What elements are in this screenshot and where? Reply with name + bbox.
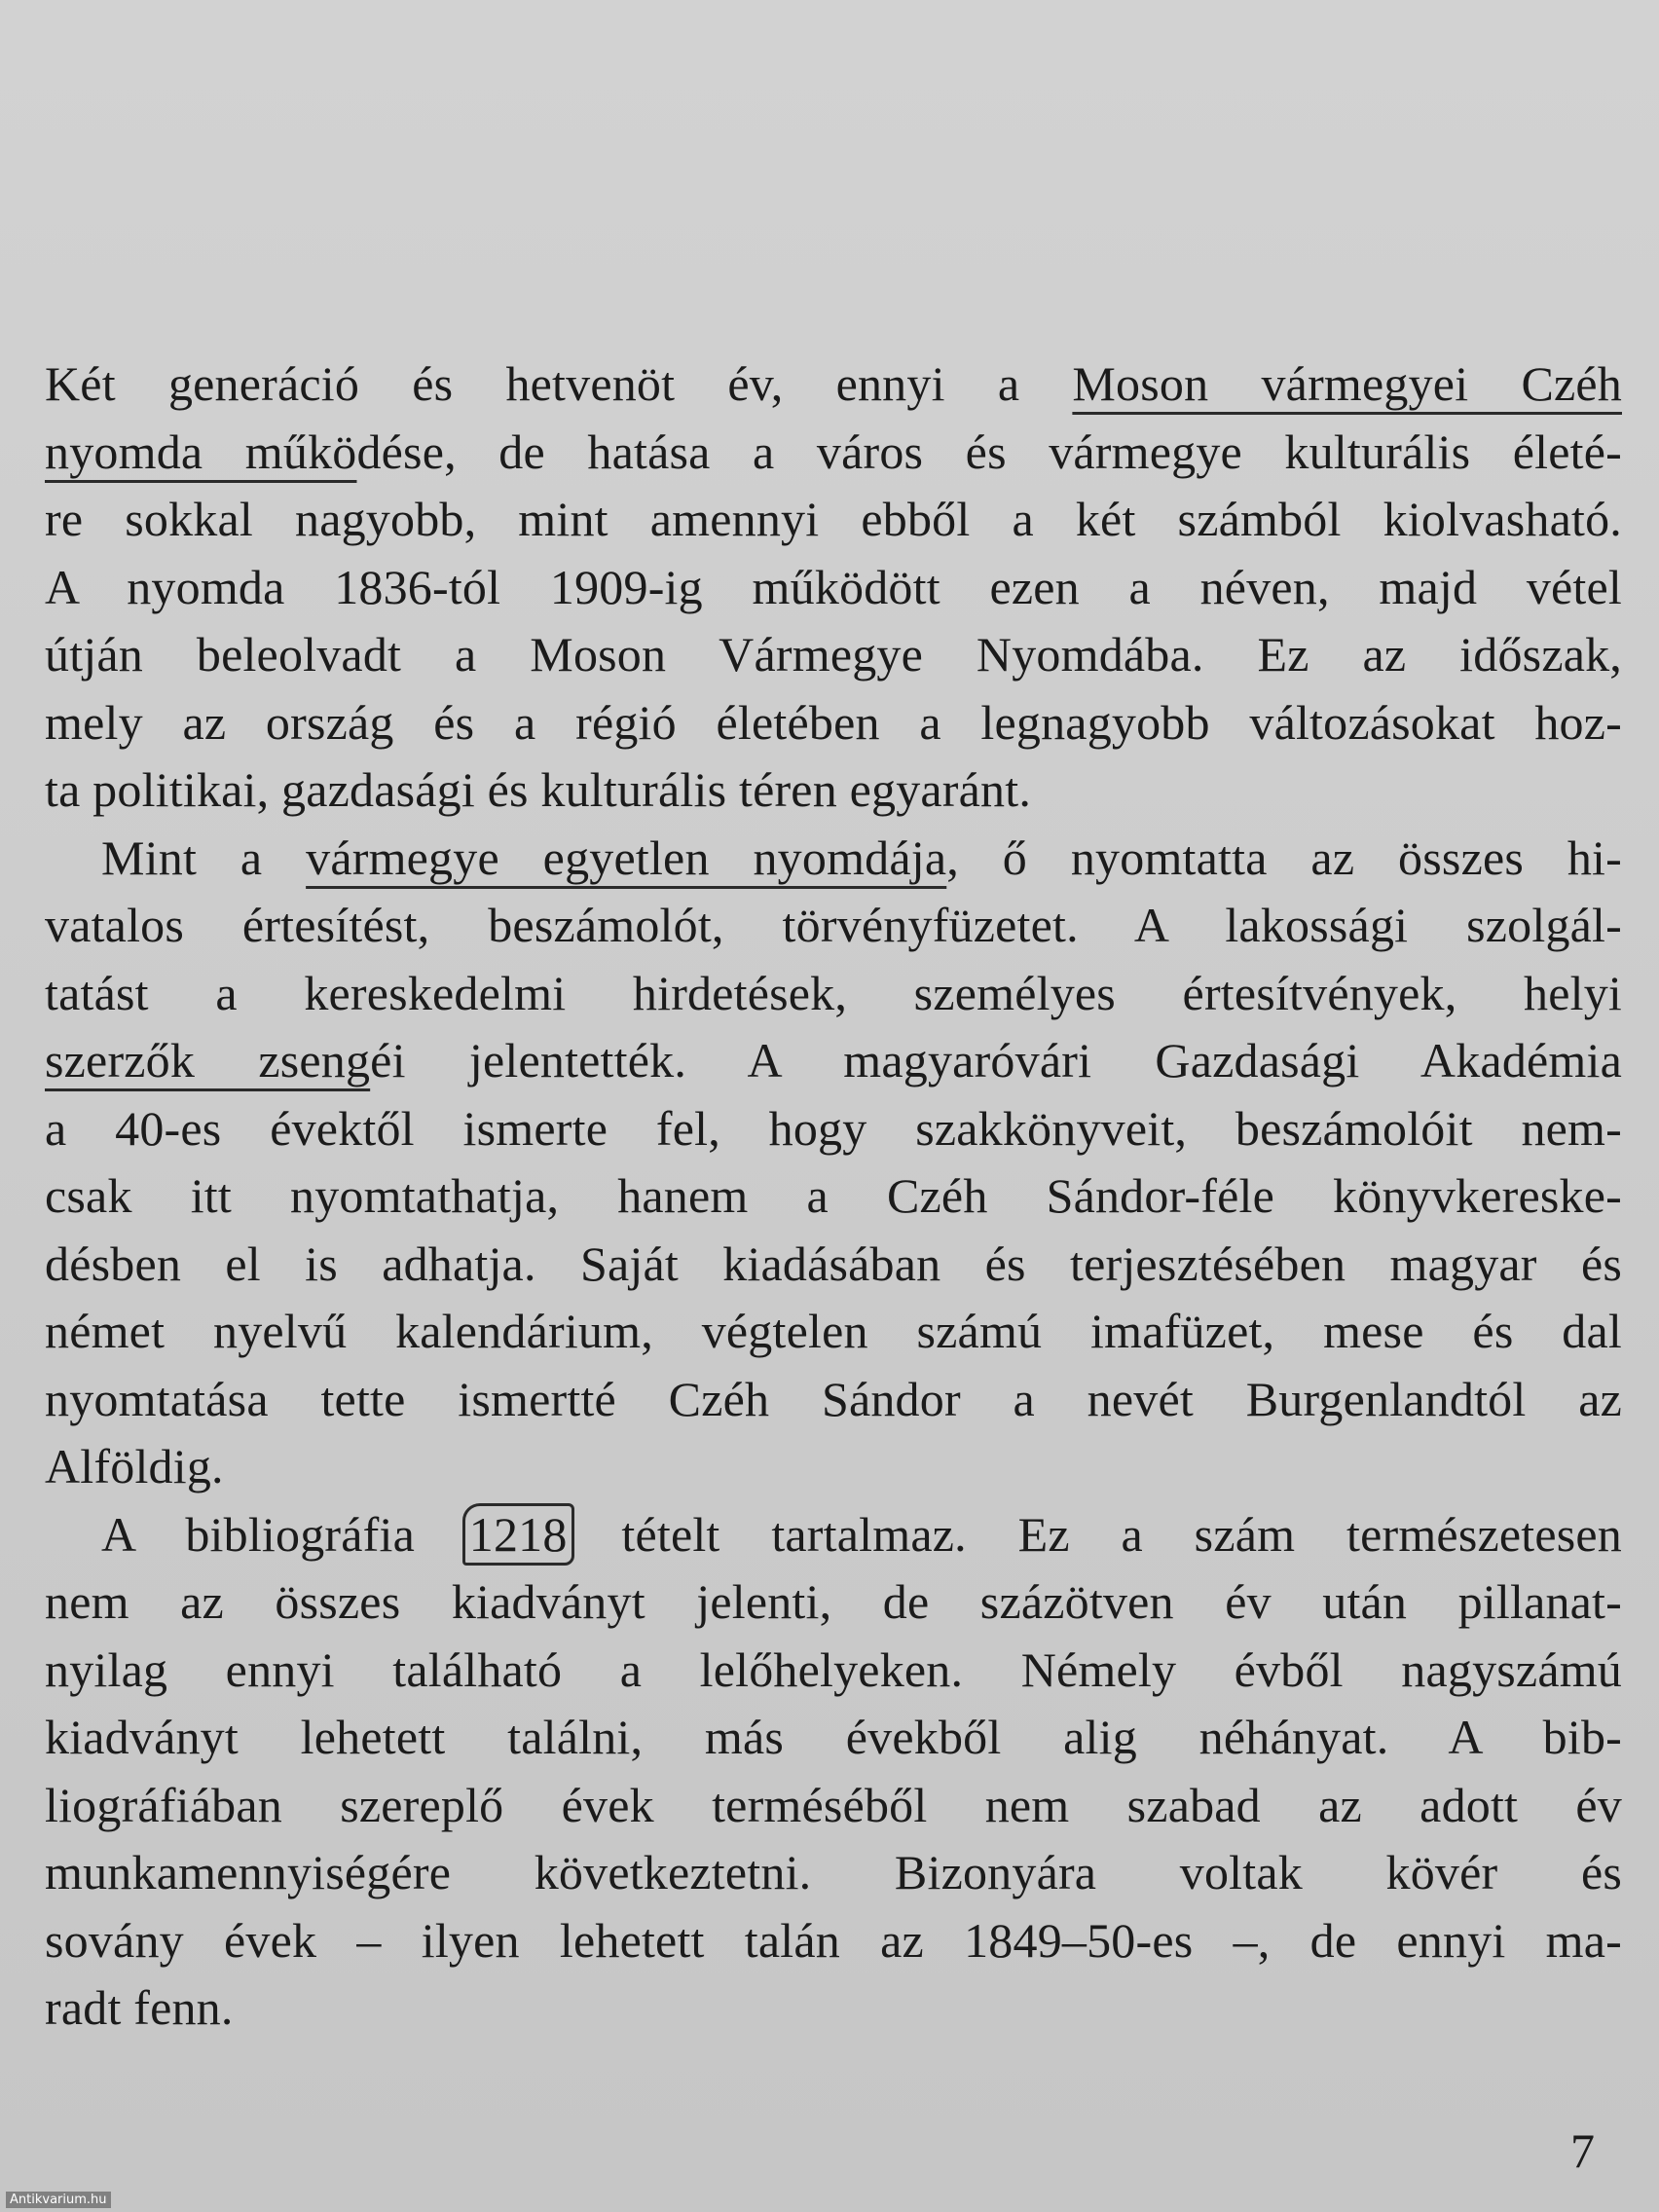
text-line: mely az ország és a régió életében a legnagyobb változásokat hoz- bbox=[45, 694, 1622, 750]
text-line: német nyelvű kalendárium, végtelen számú imafüzet, mese és dal bbox=[45, 1304, 1622, 1358]
text-line: kiadványt lehetett találni, más évekből alig néhányat. A bib- bbox=[45, 1710, 1622, 1764]
text-line: tatást a kereskedelmi hirdetések, személyes értesítvények, helyi bbox=[45, 965, 1622, 1020]
text-line: nyilag ennyi található a lelőhelyeken. Némely évből nagyszámú bbox=[45, 1641, 1622, 1697]
text-line: munkamennyiségére következtetni. Bizonyára voltak kövér és bbox=[45, 1845, 1622, 1899]
text-line: Mint a vármegye egyetlen nyomdája, ő nyomtatta az összes hi- bbox=[101, 830, 1622, 885]
text-line: a 40-es évektől ismerte fel, hogy szakkönyveit, beszámolóit nem- bbox=[45, 1100, 1622, 1156]
text-line: nem az összes kiadványt jelenti, de százötven év után pillanat- bbox=[45, 1574, 1622, 1629]
text-line: liográfiában szereplő évek terméséből nem szabad az adott év bbox=[45, 1777, 1622, 1832]
text-line: Két generáció és hetvenöt év, ennyi a Moson vármegyei Czéh bbox=[45, 356, 1622, 411]
text-line: Alföldig. bbox=[45, 1439, 224, 1493]
text-line: radt fenn. bbox=[45, 1980, 234, 2035]
pencil-underline-mark: Moson vármegyei Czéh bbox=[1072, 356, 1622, 411]
text-line: szerzők zsengéi jelentették. A magyaróvári Gazdasági Akadémia bbox=[45, 1033, 1622, 1088]
text-line: A bibliográfia 1218 tételt tartalmaz. Ez a szám természetesen bbox=[45, 1501, 1622, 1569]
pencil-underline-mark: szerzők zseng bbox=[45, 1033, 371, 1088]
paragraph-1 bbox=[45, 350, 1622, 825]
text-line: ta politikai, gazdasági és kulturális téren egyaránt. bbox=[45, 762, 1032, 817]
body-text bbox=[45, 350, 1622, 2043]
watermark: Antikvarium.hu bbox=[6, 2192, 111, 2208]
text-line: útján beleolvadt a Moson Vármegye Nyomdába. Ez az időszak, bbox=[45, 627, 1622, 682]
paragraph-3 bbox=[45, 1501, 1622, 2043]
text-line: csak itt nyomtathatja, hanem a Czéh Sándor-féle könyvkereske- bbox=[45, 1168, 1622, 1223]
text-line: vatalos értesítést, beszámolót, törvényfüzetet. A lakossági szolgál- bbox=[45, 898, 1622, 952]
text-line: désben el is adhatja. Saját kiadásában és terjesztésében magyar és bbox=[45, 1235, 1622, 1291]
text-line: nyomtatása tette ismertté Czéh Sándor a nevét Burgenlandtól az bbox=[45, 1371, 1622, 1426]
pencil-underline-mark: vármegye egyetlen nyomdája bbox=[306, 830, 947, 885]
paragraph-2 bbox=[45, 825, 1622, 1501]
text-line: re sokkal nagyobb, mint amennyi ebből a két számból kiolvasható. bbox=[45, 492, 1622, 546]
text-line: A nyomda 1836-tól 1909-ig működött ezen a néven, majd vétel bbox=[45, 559, 1622, 614]
page-number: 7 bbox=[1570, 2123, 1595, 2178]
pencil-box-mark: 1218 bbox=[462, 1503, 574, 1566]
text-line: sovány évek – ilyen lehetett talán az 1849–50-es –, de ennyi ma- bbox=[45, 1912, 1622, 1968]
pencil-underline-mark: nyomda műkö bbox=[45, 424, 357, 479]
text-line: nyomda működése, de hatása a város és vármegye kulturális életé- bbox=[45, 424, 1622, 479]
